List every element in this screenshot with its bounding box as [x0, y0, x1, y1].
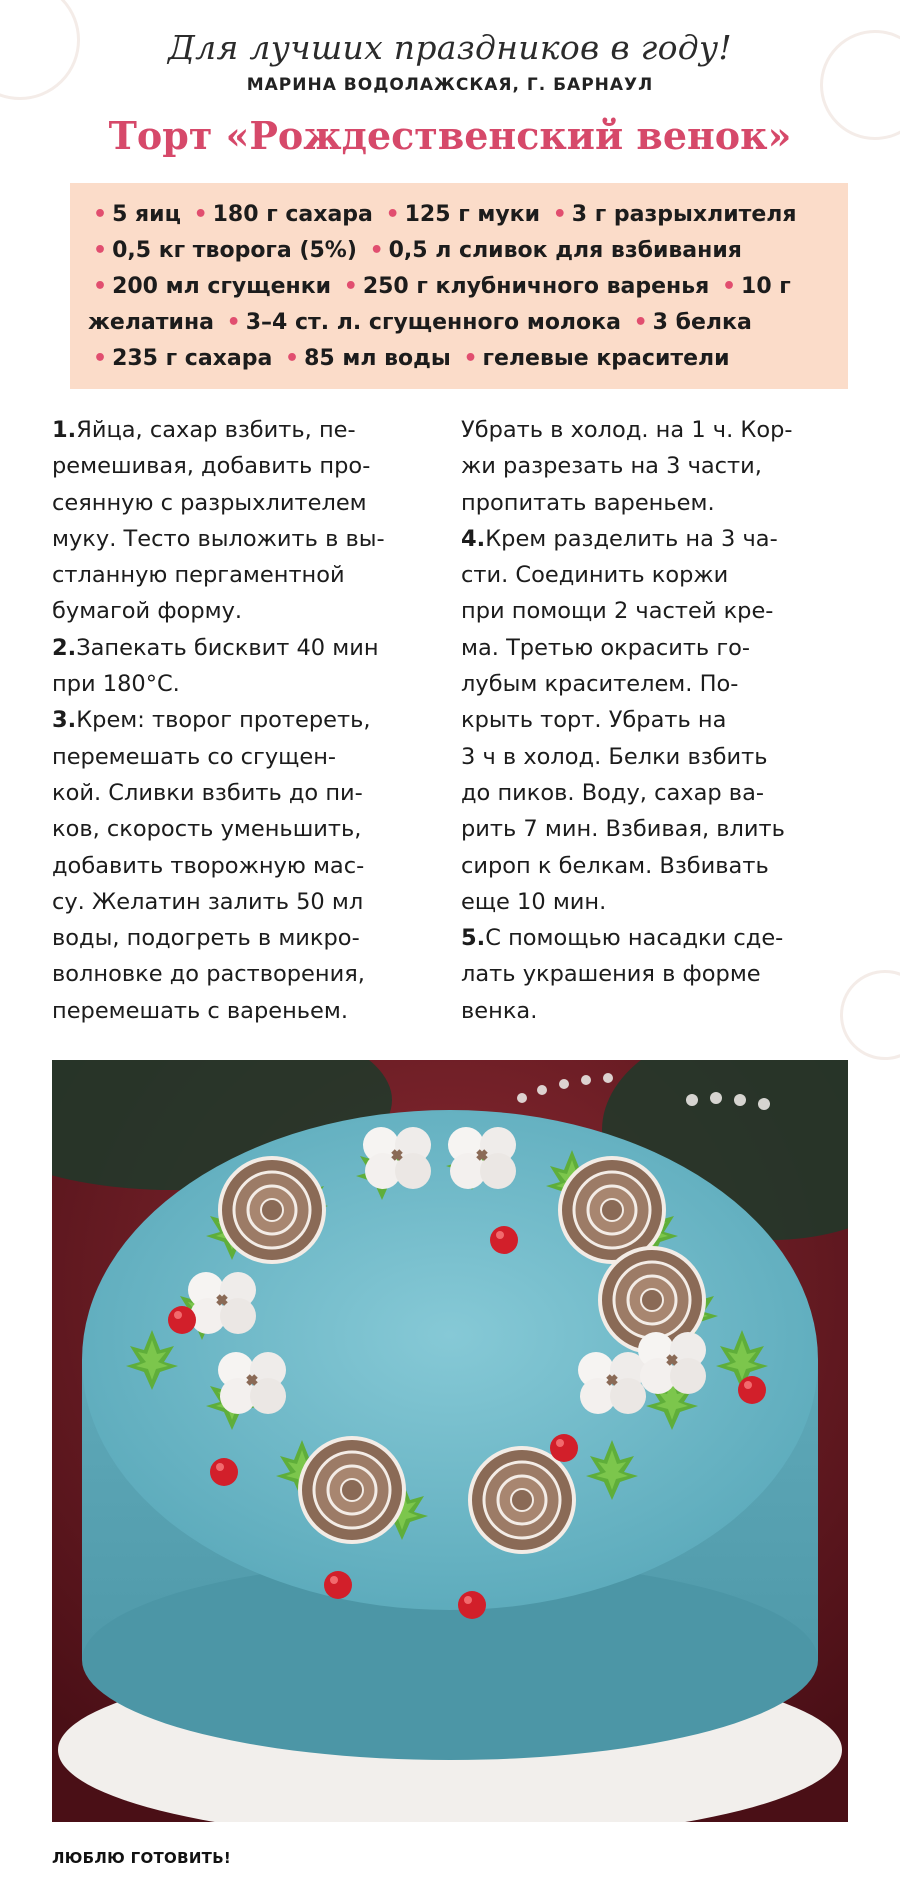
ingredient: 0,5 кг творога (5%) — [112, 238, 357, 263]
step-line: лать украшения в форме — [461, 961, 761, 988]
step-line: еще 10 мин. — [461, 888, 607, 915]
step-line: Убрать в холод. на 1 ч. Кор- — [461, 417, 793, 443]
author-line: МАРИНА ВОДОЛАЖСКАЯ, Г. БАРНАУЛ — [246, 75, 654, 95]
step-line — [52, 630, 440, 666]
ingredient: 235 г сахара — [112, 346, 273, 371]
step-line: пропитать вареньем. — [461, 489, 715, 516]
step-line: крыть торт. Убрать на — [461, 707, 727, 734]
step-line: жи разрезать на 3 части, — [461, 453, 762, 480]
step-line: су. Желатин залить 50 мл — [52, 888, 364, 915]
bullet-icon: • — [721, 274, 737, 299]
bullet-icon: • — [463, 346, 478, 371]
bullet-icon: • — [343, 274, 358, 299]
bullet-icon: • — [633, 310, 648, 335]
step-line: муку. Тесто выложить в вы- — [52, 525, 385, 552]
ingredient: 180 г сахара — [212, 202, 373, 227]
ingredient: 5 яиц — [112, 202, 181, 227]
step-line: добавить творожную мас- — [52, 852, 365, 879]
ingredient: 3–4 ст. л. сгущенного молока — [245, 310, 621, 335]
recipe-title: Торт «Рождественский венок» — [108, 113, 792, 158]
step-number: 2. — [52, 634, 77, 661]
ingredient: 250 г клубничного варенья — [362, 274, 710, 299]
step-number: 3. — [52, 707, 77, 734]
step-line: перемешать с вареньем. — [52, 997, 349, 1024]
step-line — [461, 521, 849, 557]
step-line: при 180°С. — [52, 671, 180, 698]
step-line: сти. Соединить коржи — [461, 562, 729, 589]
step-number: 4. — [461, 525, 486, 552]
bullet-icon: • — [93, 202, 108, 227]
tagline: Для лучших праздников в году! — [168, 28, 732, 67]
bullet-icon: • — [93, 274, 108, 299]
cake-illustration — [52, 1060, 848, 1822]
step-line: при помощи 2 частей кре- — [461, 598, 774, 625]
step-text: Яйца, сахар взбить, пе- — [76, 417, 356, 443]
step-line: сироп к белкам. Взбивать — [461, 852, 769, 879]
step-number: 1. — [52, 417, 77, 443]
step-line: сеянную с разрыхлителем — [52, 489, 367, 516]
bullet-icon: • — [93, 238, 108, 263]
bullet-icon: • — [369, 238, 384, 263]
footer-brand: ЛЮБЛЮ ГОТОВИТЬ! — [52, 1849, 232, 1867]
ingredients-box — [70, 183, 848, 389]
ingredient: 200 мл сгущенки — [112, 274, 332, 299]
bullet-icon: • — [193, 202, 208, 227]
ingredients-line — [88, 233, 830, 269]
step-line: ма. Третью окрасить го- — [461, 634, 751, 661]
ingredient: 10 г — [741, 274, 791, 299]
ingredient: 3 г разрыхлителя — [571, 202, 797, 227]
step-text: Крем разделить на 3 ча- — [485, 525, 778, 552]
step-line: воды, подогреть в микро- — [52, 925, 360, 952]
step-text: С помощью насадки сде- — [485, 925, 784, 952]
cake-photo — [52, 1060, 848, 1822]
ingredient: гелевые красители — [482, 346, 730, 371]
ingredient: 85 мл воды — [304, 346, 451, 371]
step-line: ремешивая, добавить про- — [52, 453, 371, 480]
recipe-header — [0, 28, 900, 158]
step-line: венка. — [461, 997, 538, 1024]
instructions-column-right — [461, 412, 849, 1029]
ingredient: желатина — [88, 310, 214, 335]
step-line: до пиков. Воду, сахар ва- — [461, 779, 764, 806]
ingredient: 125 г муки — [404, 202, 541, 227]
step-text: Запекать бисквит 40 мин — [76, 634, 379, 661]
bullet-icon: • — [93, 346, 108, 371]
instructions-column-left — [52, 412, 440, 1029]
step-line — [461, 920, 849, 956]
step-line: лубым красителем. По- — [461, 671, 739, 698]
ingredient: 0,5 л сливок для взбивания — [388, 238, 742, 263]
step-line: 3 ч в холод. Белки взбить — [461, 743, 768, 770]
step-line — [52, 702, 440, 738]
step-line: рить 7 мин. Взбивая, влить — [461, 816, 785, 843]
step-line: стланную пергаментной — [52, 562, 345, 589]
step-text: Крем: творог протереть, — [76, 707, 371, 734]
ingredients-line — [88, 269, 830, 305]
step-line: бумагой форму. — [52, 598, 243, 625]
step-line — [52, 412, 440, 448]
ingredients-line — [88, 197, 830, 233]
instructions — [52, 412, 852, 1032]
step-number: 5. — [461, 925, 486, 952]
bullet-icon: • — [552, 202, 567, 227]
step-line: перемешать со сгущен- — [52, 743, 337, 770]
step-line: кой. Сливки взбить до пи- — [52, 779, 363, 806]
step-line: ков, скорость уменьшить, — [52, 816, 362, 843]
ingredients-line — [88, 305, 830, 341]
bullet-icon: • — [385, 202, 400, 227]
bullet-icon: • — [285, 346, 300, 371]
ingredients-line — [88, 341, 830, 377]
step-line: волновке до растворения, — [52, 961, 365, 988]
bullet-icon: • — [226, 310, 241, 335]
ingredient: 3 белка — [652, 310, 752, 335]
